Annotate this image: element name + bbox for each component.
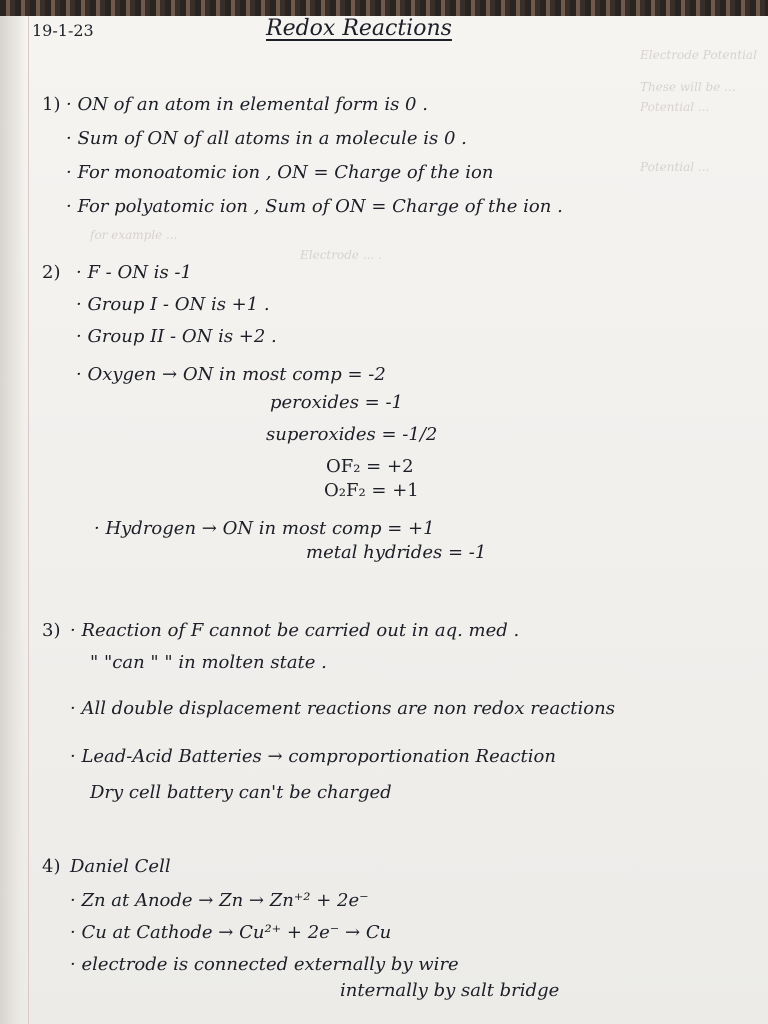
note-line: internally by salt bridge [340, 980, 560, 1001]
section-number: 4) [42, 856, 61, 877]
binding-shadow [0, 16, 26, 1024]
note-line: · Lead-Acid Batteries → comproportionation Reaction [70, 746, 556, 767]
note-line: · Zn at Anode → Zn → Zn⁺² + 2e⁻ [70, 890, 369, 911]
note-line: · Group I - ON is +1 . [76, 294, 270, 315]
note-line: · ON of an atom in elemental form is 0 . [66, 94, 428, 115]
note-line: · Group II - ON is +2 . [76, 326, 277, 347]
page-date: 19-1-23 [32, 21, 94, 40]
note-line: · Oxygen → ON in most comp = -2 [76, 364, 386, 385]
note-line: " "can " " in molten state . [90, 652, 327, 673]
oxygen-case: O₂F₂ = +1 [324, 480, 419, 501]
note-line: · Reaction of F cannot be carried out in aq. med . [70, 620, 520, 641]
bleed-through-text: Potential ... [640, 160, 710, 174]
note-line: · Hydrogen → ON in most comp = +1 [94, 518, 435, 539]
oxygen-case: OF₂ = +2 [326, 456, 414, 477]
note-line: metal hydrides = -1 [306, 542, 487, 563]
note-line: Dry cell battery can't be charged [90, 782, 392, 803]
note-line: · For polyatomic ion , Sum of ON = Charge of the ion . [66, 196, 563, 217]
bleed-through-text: Electrode Potential [640, 48, 757, 62]
note-line: · Cu at Cathode → Cu²⁺ + 2e⁻ → Cu [70, 922, 392, 943]
bleed-through-text: Potential ... [640, 100, 710, 114]
section-title: Daniel Cell [70, 856, 171, 877]
page-title: Redox Reactions [266, 16, 452, 41]
section-number: 1) [42, 94, 61, 115]
section-number: 3) [42, 620, 61, 641]
margin-line [28, 16, 29, 1024]
note-line: · All double displacement reactions are non redox reactions [70, 698, 615, 719]
bleed-through-text: These will be ... [640, 80, 736, 94]
page-top-edge [0, 0, 768, 16]
bleed-through-text: for example ... [90, 228, 178, 242]
note-line: · electrode is connected externally by wire [70, 954, 459, 975]
oxygen-case: peroxides = -1 [270, 392, 403, 413]
note-line: · F - ON is -1 [76, 262, 192, 283]
note-line: · For monoatomic ion , ON = Charge of the ion [66, 162, 494, 183]
bleed-through-text: Electrode ... . [300, 248, 382, 262]
section-number: 2) [42, 262, 61, 283]
note-line: · Sum of ON of all atoms in a molecule is 0 . [66, 128, 467, 149]
oxygen-case: superoxides = -1/2 [266, 424, 438, 445]
